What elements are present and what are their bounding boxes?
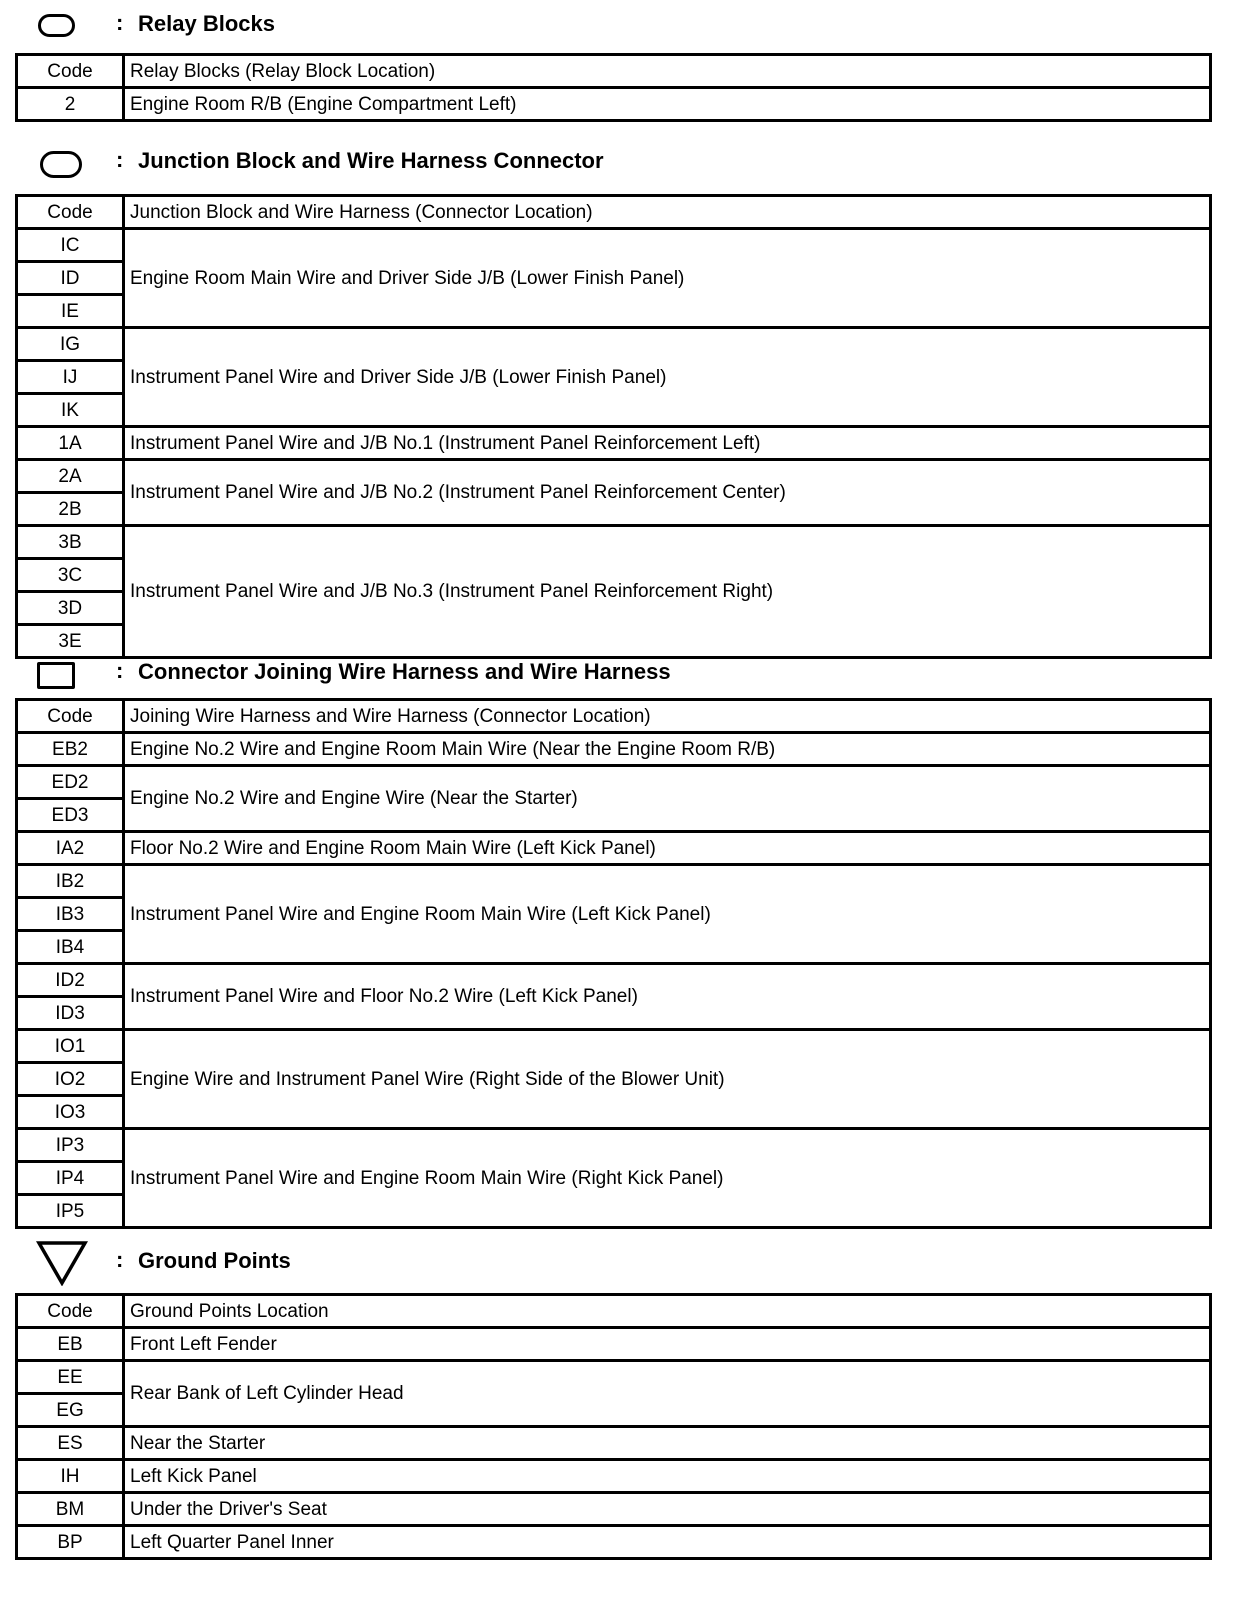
location-cell: Engine No.2 Wire and Engine Wire (Near the Starter) [124,766,1211,832]
ellipse-icon [40,151,82,178]
code-cell: IC [17,229,124,262]
location-cell: Front Left Fender [124,1328,1211,1361]
column-header-code: Code [17,55,124,88]
section-title: Junction Block and Wire Harness Connector [138,148,604,173]
code-cell: IG [17,328,124,361]
location-cell: Instrument Panel Wire and J/B No.2 (Instrument Panel Reinforcement Center) [124,460,1211,526]
column-header-location: Relay Blocks (Relay Block Location) [124,55,1211,88]
code-cell: ED2 [17,766,124,799]
table-row [17,964,1211,997]
code-cell: 3C [17,559,124,592]
location-cell: Left Kick Panel [124,1460,1211,1493]
relay-blocks-table [15,53,1212,122]
column-header-location: Ground Points Location [124,1295,1211,1328]
location-cell: Engine Wire and Instrument Panel Wire (Right Side of the Blower Unit) [124,1030,1211,1129]
code-cell: IO2 [17,1063,124,1096]
ground-points-heading [0,1238,1248,1288]
code-cell: EE [17,1361,124,1394]
code-cell: IO3 [17,1096,124,1129]
table-row [17,766,1211,799]
code-cell: ID2 [17,964,124,997]
relay-blocks-heading [0,4,1248,44]
code-cell: IB4 [17,931,124,964]
code-cell: BP [17,1526,124,1559]
code-cell: 2B [17,493,124,526]
column-header-location: Joining Wire Harness and Wire Harness (Connector Location) [124,700,1211,733]
table-row [17,1493,1211,1526]
column-header-code: Code [17,196,124,229]
table-row [17,1328,1211,1361]
table-row [17,229,1211,262]
table-row [17,526,1211,559]
code-cell: IB3 [17,898,124,931]
location-cell: Engine Room R/B (Engine Compartment Left) [124,88,1211,121]
junction-block-heading [0,142,1248,182]
code-cell: IP3 [17,1129,124,1162]
heading-colon: : [116,147,124,172]
header-row [17,196,1211,229]
table-row [17,865,1211,898]
code-cell: IB2 [17,865,124,898]
heading-colon: : [116,658,124,683]
code-cell: IA2 [17,832,124,865]
ellipse-icon [38,14,75,37]
table-row [17,1526,1211,1559]
location-cell: Engine Room Main Wire and Driver Side J/B (Lower Finish Panel) [124,229,1211,328]
code-cell: 3E [17,625,124,658]
code-cell: IJ [17,361,124,394]
section-title: Relay Blocks [138,11,275,36]
triangle-down-icon [36,1240,88,1286]
code-cell: 1A [17,427,124,460]
location-cell: Floor No.2 Wire and Engine Room Main Wire (Left Kick Panel) [124,832,1211,865]
table-row [17,460,1211,493]
location-cell: Instrument Panel Wire and J/B No.1 (Instrument Panel Reinforcement Left) [124,427,1211,460]
column-header-code: Code [17,700,124,733]
code-cell: ID [17,262,124,295]
table-row [17,1129,1211,1162]
header-row [17,700,1211,733]
location-cell: Near the Starter [124,1427,1211,1460]
table-row [17,1460,1211,1493]
code-cell: EB [17,1328,124,1361]
section-title: Ground Points [138,1248,291,1273]
location-cell: Engine No.2 Wire and Engine Room Main Wire (Near the Engine Room R/B) [124,733,1211,766]
location-cell: Under the Driver's Seat [124,1493,1211,1526]
code-cell: 3B [17,526,124,559]
header-row [17,55,1211,88]
location-cell: Rear Bank of Left Cylinder Head [124,1361,1211,1427]
section-title: Connector Joining Wire Harness and Wire Harness [138,659,671,684]
code-cell: 2A [17,460,124,493]
table-row [17,328,1211,361]
code-cell: ED3 [17,799,124,832]
ground-points-table [15,1293,1212,1560]
code-cell: BM [17,1493,124,1526]
table-row [17,1427,1211,1460]
code-cell: ES [17,1427,124,1460]
code-cell: 2 [17,88,124,121]
code-cell: IP5 [17,1195,124,1228]
table-row [17,88,1211,121]
location-cell: Instrument Panel Wire and Engine Room Main Wire (Right Kick Panel) [124,1129,1211,1228]
table-row [17,1361,1211,1394]
column-header-code: Code [17,1295,124,1328]
table-row [17,1030,1211,1063]
code-cell: IH [17,1460,124,1493]
heading-colon: : [116,1247,124,1272]
location-cell: Left Quarter Panel Inner [124,1526,1211,1559]
column-header-location: Junction Block and Wire Harness (Connector Location) [124,196,1211,229]
code-cell: EG [17,1394,124,1427]
joining-connector-heading [0,654,1248,694]
location-cell: Instrument Panel Wire and J/B No.3 (Instrument Panel Reinforcement Right) [124,526,1211,658]
code-cell: IE [17,295,124,328]
location-cell: Instrument Panel Wire and Floor No.2 Wire (Left Kick Panel) [124,964,1211,1030]
table-row [17,427,1211,460]
header-row [17,1295,1211,1328]
code-cell: EB2 [17,733,124,766]
junction-block-table [15,194,1212,659]
rectangle-icon [37,662,75,689]
joining-connector-table [15,698,1212,1229]
code-cell: ID3 [17,997,124,1030]
code-cell: IO1 [17,1030,124,1063]
location-cell: Instrument Panel Wire and Engine Room Main Wire (Left Kick Panel) [124,865,1211,964]
location-cell: Instrument Panel Wire and Driver Side J/B (Lower Finish Panel) [124,328,1211,427]
code-cell: IK [17,394,124,427]
heading-colon: : [116,10,124,35]
code-cell: 3D [17,592,124,625]
table-row [17,733,1211,766]
code-cell: IP4 [17,1162,124,1195]
table-row [17,832,1211,865]
